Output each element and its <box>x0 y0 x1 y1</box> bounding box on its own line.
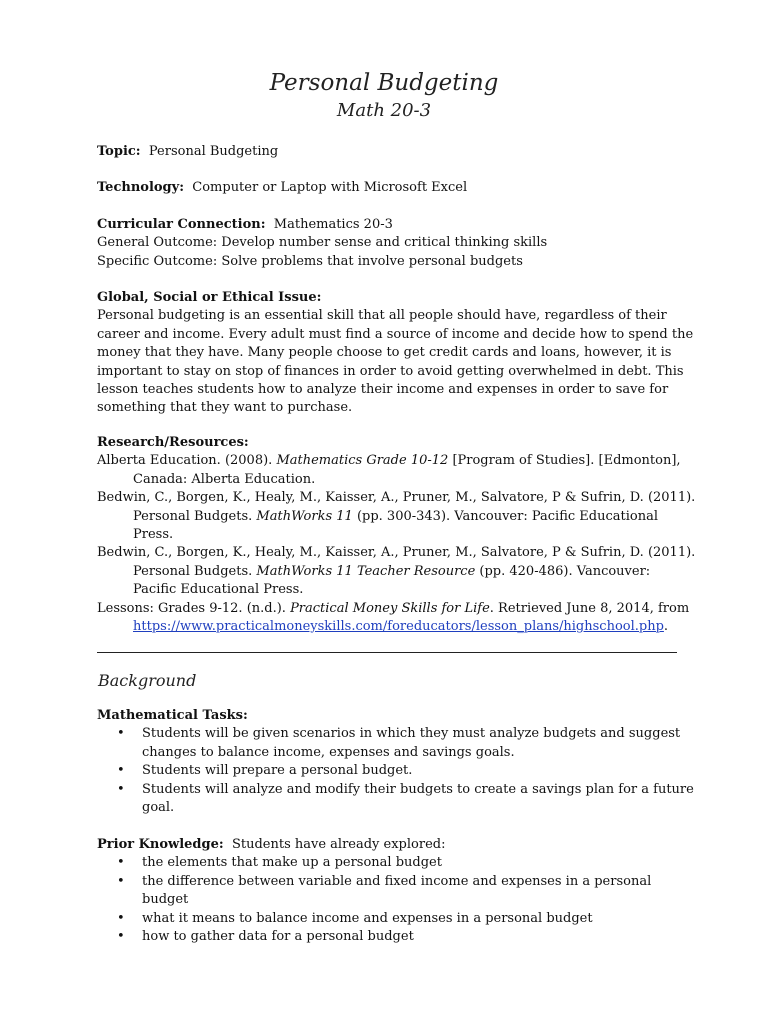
curricular-label: Curricular Connection: <box>97 217 266 232</box>
bullet-icon: • <box>117 855 125 871</box>
reference-2-cont <box>97 508 697 526</box>
reference-title: Mathematics Grade 10-12 <box>276 453 449 469</box>
topic-label: Topic: <box>97 144 141 159</box>
curricular-value: Mathematics 20-3 <box>273 217 393 232</box>
general-outcome: General Outcome: Develop number sense and critical thinking skills <box>97 235 548 251</box>
prior-knowledge-label: Prior Knowledge: <box>97 837 224 852</box>
technology-label: Technology: <box>97 180 184 195</box>
reference-title: MathWorks 11 Teacher Resource <box>256 563 476 579</box>
specific-outcome: Specific Outcome: Solve problems that involve personal budgets <box>97 253 523 269</box>
list-item <box>97 873 697 910</box>
list-item-text: what it means to balance income and expenses in a personal budget <box>142 910 593 926</box>
research-label: Research/Resources: <box>97 435 249 450</box>
reference-text: . <box>663 619 669 635</box>
list-item-text: how to gather data for a personal budget <box>142 929 414 945</box>
reference-title: Practical Money Skills for Life <box>290 600 490 616</box>
curricular-section <box>97 216 697 271</box>
issue-label: Global, Social or Ethical Issue: <box>97 290 322 305</box>
reference-link[interactable]: https://www.practicalmoneyskills.com/foreducators/lesson_plans/highschool.php <box>133 619 664 635</box>
bullet-icon: • <box>117 781 125 797</box>
topic-line <box>97 143 697 161</box>
list-item <box>97 910 697 928</box>
reference-text: Alberta Education. (2008). <box>97 453 277 469</box>
list-item-text: the difference between variable and fixed income and expenses in a personal <box>142 873 652 889</box>
list-item <box>97 928 697 946</box>
topic-value: Personal Budgeting <box>148 144 279 159</box>
prior-knowledge-intro: Students have already explored: <box>231 837 446 852</box>
reference-3-cont: Pacific Educational Press. <box>133 582 304 598</box>
bullet-icon: • <box>117 910 125 926</box>
math-tasks-section <box>97 707 697 817</box>
list-item <box>97 781 697 818</box>
issue-line: Personal budgeting is an essential skill that all people should have, regardless of their <box>97 308 667 324</box>
list-item-text: goal. <box>142 800 175 816</box>
list-item-text: budget <box>142 892 189 908</box>
list-item-text: changes to balance income, expenses and savings goals. <box>142 744 515 760</box>
bullet-icon: • <box>117 726 125 742</box>
list-item-text: Students will be given scenarios in which they must analyze budgets and suggest <box>142 726 681 742</box>
reference-3: Bedwin, C., Borgen, K., Healy, M., Kaisser, A., Pruner, M., Salvatore, P & Sufrin, D. (2011). <box>97 545 696 561</box>
reference-text: Personal Budgets. <box>133 508 257 524</box>
reference-3-cont <box>97 563 697 581</box>
math-tasks-label: Mathematical Tasks: <box>97 708 248 723</box>
issue-section <box>97 289 697 418</box>
reference-text: Lessons: Grades 9-12. (n.d.). <box>97 600 291 616</box>
reference-2: Bedwin, C., Borgen, K., Healy, M., Kaisser, A., Pruner, M., Salvatore, P & Sufrin, D. (2011). <box>97 490 696 506</box>
bullet-icon: • <box>117 873 125 889</box>
reference-text: (pp. 420-486). Vancouver: <box>475 563 651 579</box>
list-item <box>97 854 697 872</box>
list-item-text: the elements that make up a personal budget <box>142 855 442 871</box>
bullet-icon: • <box>117 929 125 945</box>
technology-line <box>97 179 697 197</box>
reference-4 <box>97 600 697 618</box>
list-item <box>97 762 697 780</box>
reference-text: Personal Budgets. <box>133 563 257 579</box>
reference-1-cont: Canada: Alberta Education. <box>133 471 316 487</box>
list-item-text: Students will analyze and modify their budgets to create a savings plan for a future <box>142 781 694 797</box>
technology-value: Computer or Laptop with Microsoft Excel <box>192 180 468 195</box>
list-item-text: Students will prepare a personal budget. <box>142 763 413 779</box>
research-section <box>97 434 697 636</box>
page-title: Personal Budgeting <box>269 70 499 96</box>
issue-line: important to stay on stop of finances in order to avoid getting overwhelmed in debt. This <box>97 363 684 379</box>
reference-1 <box>97 452 697 470</box>
issue-line: career and income. Every adult must find a source of income and decide how to spend the <box>97 326 694 342</box>
section-divider <box>97 652 677 653</box>
issue-line: money that they have. Many people choose to get credit cards and loans, however, it is <box>97 345 672 361</box>
reference-text: . Retrieved June 8, 2014, from <box>489 600 690 616</box>
reference-text: (pp. 300-343). Vancouver: Pacific Educational <box>352 508 658 524</box>
prior-knowledge-list <box>97 854 697 946</box>
reference-4-cont <box>97 618 697 636</box>
bullet-icon: • <box>117 763 125 779</box>
reference-text: [Program of Studies]. [Edmonton], <box>448 453 681 469</box>
issue-line: lesson teaches students how to analyze their income and expenses in order to save for <box>97 382 669 398</box>
reference-2-cont: Press. <box>133 527 174 543</box>
prior-knowledge-section <box>97 836 697 946</box>
reference-title: MathWorks 11 <box>256 508 353 524</box>
list-item <box>97 725 697 762</box>
page-subtitle: Math 20-3 <box>336 100 432 121</box>
issue-line: something that they want to purchase. <box>97 400 353 416</box>
math-tasks-list <box>97 725 697 817</box>
section-heading-background: Background <box>98 671 197 690</box>
